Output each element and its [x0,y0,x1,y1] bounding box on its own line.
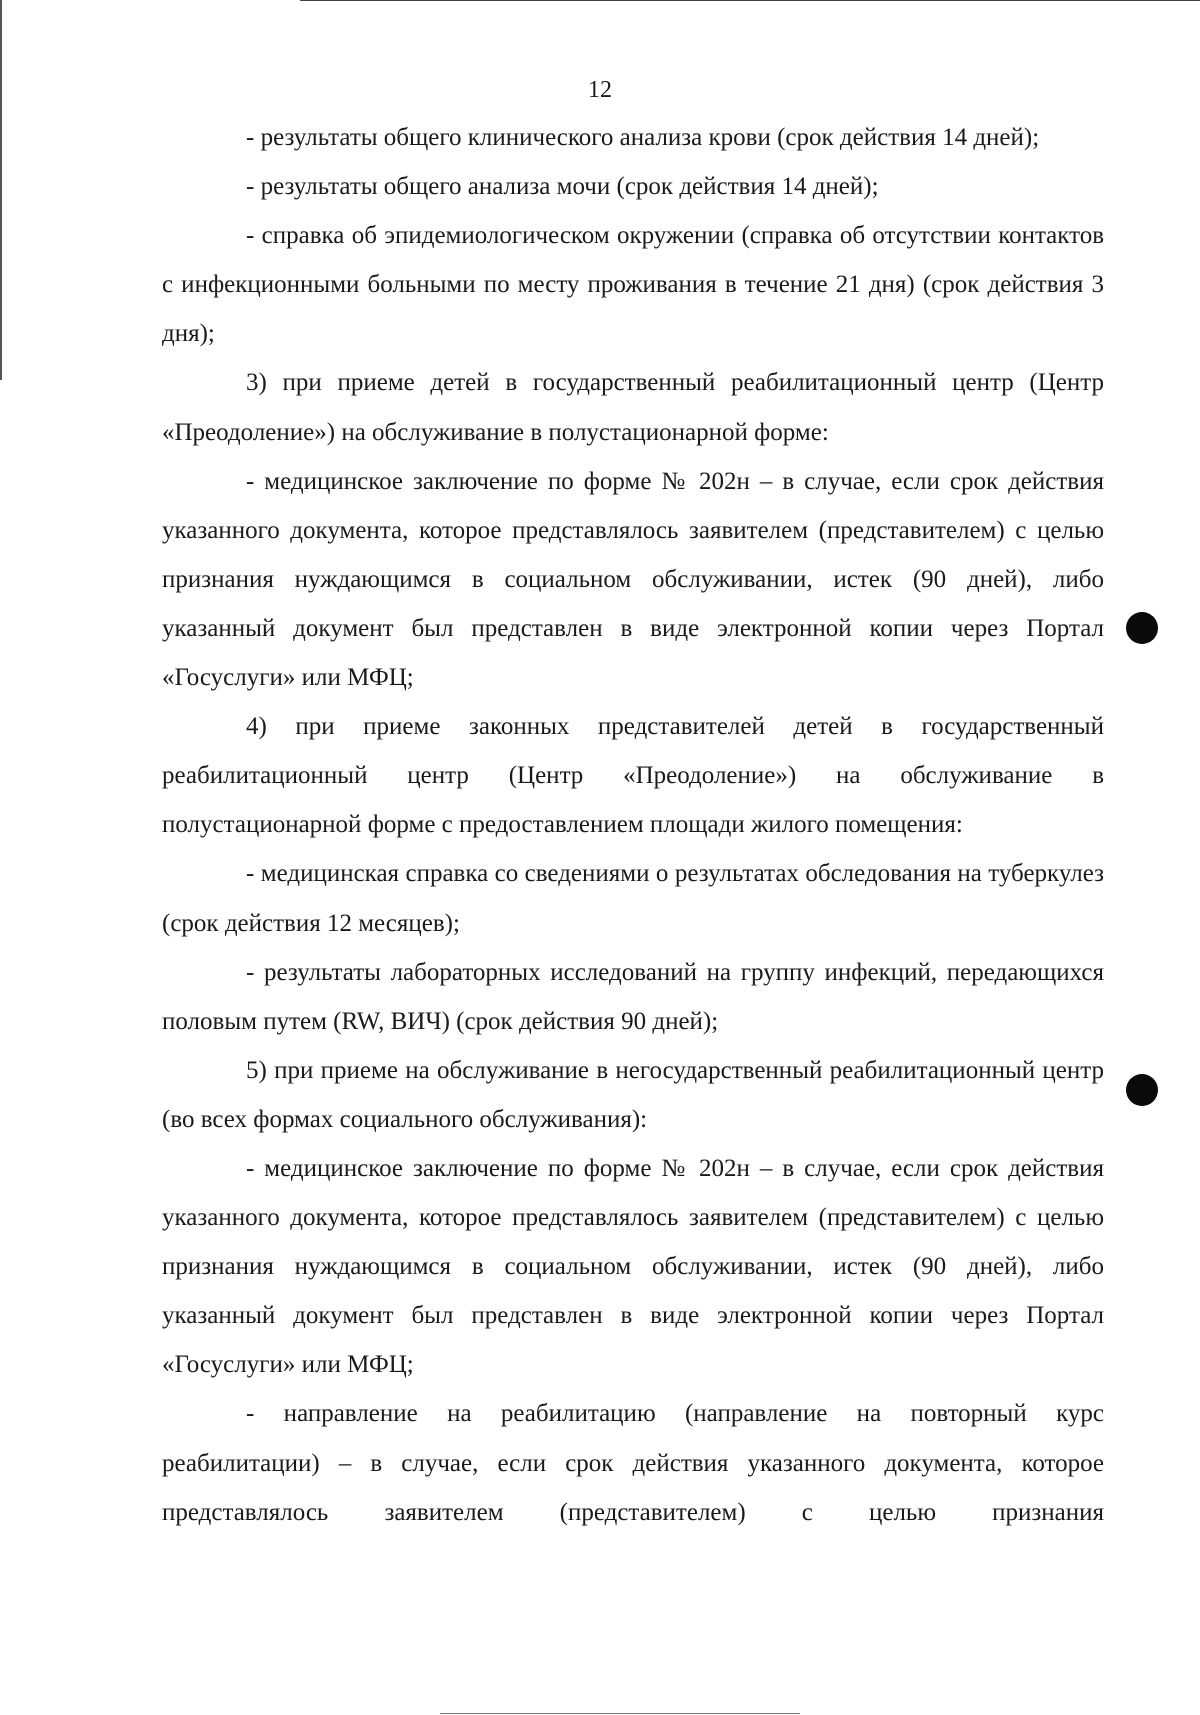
paragraph-urine-test: - результаты общего анализа мочи (срок действия 14 дней); [246,173,879,201]
scan-edge-bottom [440,1713,800,1714]
paragraph-item-4: 4) при приеме законных представителей детей в государственный реабилитационный центр (Центр «Преодоление») на обслуживание в полустационарной форме с предоставлением площади жилого помещения: [162,713,1104,839]
paragraph-rehabilitation-referral: - направление на реабилитацию (направление на повторный курс реабилитации) – в случае, если срок действия указанного документа, которое представлялось заявителем (представителем) с целью признания [162,1400,1104,1526]
paragraph-blood-test: - результаты общего клинического анализа крови (срок действия 14 дней); [246,124,1040,151]
paragraph-medical-conclusion-1: - медицинское заключение по форме № 202н – в случае, если срок действия указанного документа, которое представлялось заявителем (представителем) с целью признания нуждающимся в социальном обслуживании, истек (90 дней), либо указанный документ был представлен в виде электронной копии через Портал «Госуслуги» или МФЦ; [162,467,1104,692]
punch-hole-lower [1126,1074,1158,1106]
scan-edge-left [0,0,2,380]
paragraph-epidemiology-certificate: - справка об эпидемиологическом окружении (справка об отсутствии контактов с инфекционными больными по месту проживания в течение 21 дня) (срок действия 3 дня); [162,222,1104,348]
paragraph-item-5: 5) при приеме на обслуживание в негосударственный реабилитационный центр (во всех формах социального обслуживания): [162,1056,1104,1133]
scan-edge-top [300,0,1200,1]
paragraph-item-3: 3) при приеме детей в государственный реабилитационный центр (Центр «Преодоление») на обслуживание в полустационарной форме: [162,369,1104,446]
punch-hole-upper [1126,612,1158,644]
paragraph-lab-tests: - результаты лабораторных исследований на группу инфекций, передающихся половым путем (RW, ВИЧ) (срок действия 90 дней); [162,958,1104,1035]
paragraph-tuberculosis-certificate: - медицинская справка со сведениями о результатах обследования на туберкулез (срок действия 12 месяцев); [162,860,1104,937]
page-number: 12 [588,77,612,103]
document-body [162,113,1104,1537]
paragraph-medical-conclusion-2: - медицинское заключение по форме № 202н – в случае, если срок действия указанного документа, которое представлялось заявителем (представителем) с целью признания нуждающимся в социальном обслуживании, истек (90 дней), либо указанный документ был представлен в виде электронной копии через Портал «Госуслуги» или МФЦ; [162,1154,1104,1379]
